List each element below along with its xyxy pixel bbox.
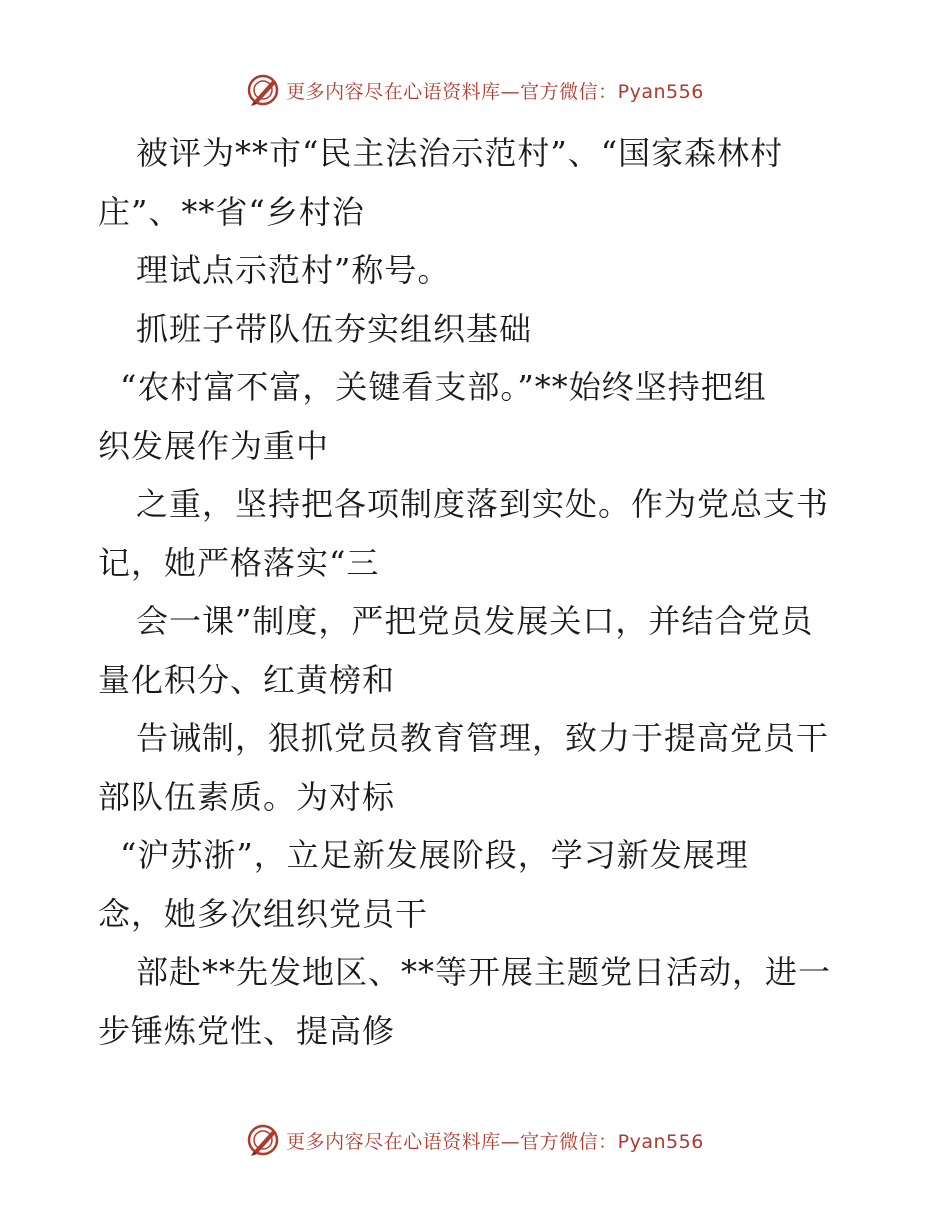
body-line: 部赴**先发地区、**等开展主题党日活动，进一 xyxy=(136,953,832,991)
body-line: 理试点示范村”称号。 xyxy=(136,251,451,289)
pen-logo-icon xyxy=(246,73,280,107)
body-line: 部队伍素质。为对标 xyxy=(98,777,396,816)
section-heading: 抓班子带队伍夯实组织基础 xyxy=(136,309,533,348)
body-line: 会一课”制度，严把党员发展关口，并结合党员 xyxy=(136,602,814,640)
body-line: 记，她严格落实“三 xyxy=(98,543,380,582)
header-banner xyxy=(0,70,950,110)
pen-logo-icon xyxy=(246,1123,280,1157)
body-line: “沪苏浙”，立足新发展阶段，学习新发展理 xyxy=(120,836,749,874)
body-line: 告诫制，狠抓党员教育管理，致力于提高党员干 xyxy=(136,719,830,757)
body-line: 之重，坚持把各项制度落到实处。作为党总支书 xyxy=(136,485,830,523)
body-line: 织发展作为重中 xyxy=(98,426,330,465)
banner-text: 更多内容尽在心语资料库—官方微信：Pyan556 xyxy=(286,1130,704,1153)
body-line: 被评为**市“民主法治示范村”、“国家森林村 xyxy=(136,134,784,172)
body-line: “农村富不富，关键看支部。”**始终坚持把组 xyxy=(120,368,767,406)
banner-text: 更多内容尽在心语资料库—官方微信：Pyan556 xyxy=(286,80,704,103)
footer-banner xyxy=(0,1120,950,1160)
body-line: 量化积分、红黄榜和 xyxy=(98,660,396,699)
body-line: 念，她多次组织党员干 xyxy=(98,894,429,933)
body-line: 步锤炼党性、提高修 xyxy=(98,1011,396,1050)
document-body xyxy=(98,124,858,1060)
body-line: 庄”、**省“乡村治 xyxy=(98,192,365,231)
